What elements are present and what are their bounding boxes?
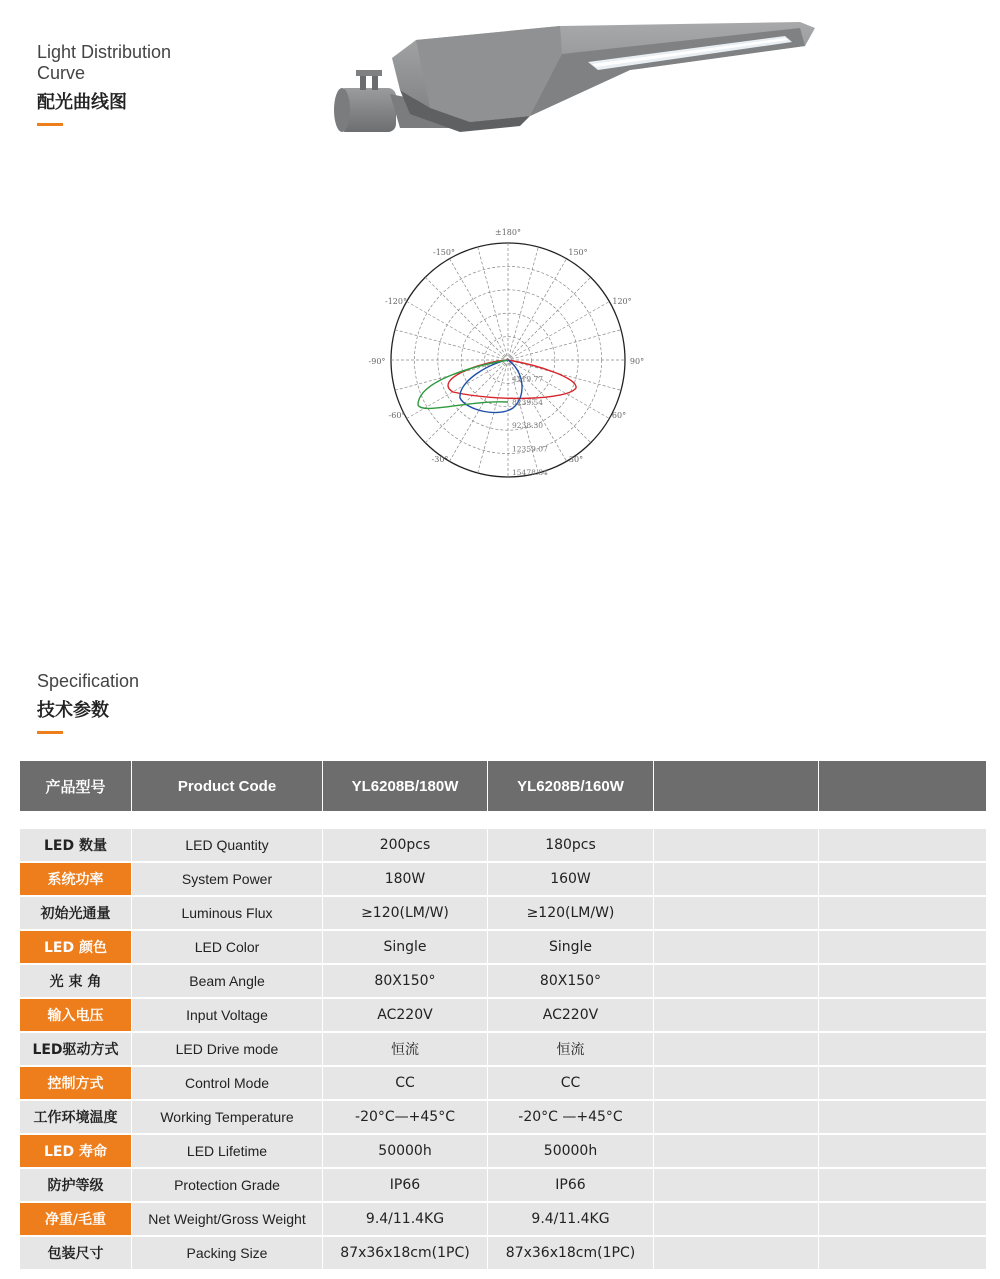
spec-value: 200pcs [323, 829, 488, 863]
spec-value: 9.4/11.4KG [488, 1203, 654, 1237]
angle-label-neg90: -90° [368, 357, 386, 366]
spec-value-empty [654, 1203, 819, 1237]
spec-label-cn: LED 数量 [20, 829, 132, 863]
table-row [20, 897, 986, 931]
spec-label-en: LED Quantity [132, 829, 323, 863]
spec-value-empty [819, 965, 986, 999]
table-row [20, 1237, 986, 1271]
table-row [20, 1169, 986, 1203]
spec-label-cn: 系统功率 [20, 863, 132, 897]
light-distribution-polar-chart [360, 222, 650, 482]
spec-label-en: LED Drive mode [132, 1033, 323, 1067]
table-row [20, 1067, 986, 1101]
spec-value-empty [819, 1169, 986, 1203]
street-lamp-image [330, 18, 820, 138]
spec-title-en: Specification [37, 671, 140, 691]
light-curve-title-cn: 配光曲线图 [37, 92, 127, 113]
header-cell [819, 761, 986, 811]
table-row [20, 863, 986, 897]
spec-header-row [20, 761, 986, 811]
spec-label-en: Working Temperature [132, 1101, 323, 1135]
spec-value: AC220V [488, 999, 654, 1033]
header-cell: YL6208B/180W [323, 761, 488, 811]
light-curve-heading [37, 42, 187, 126]
spec-value-empty [819, 1101, 986, 1135]
spec-value: 50000h [488, 1135, 654, 1169]
spec-label-en: Input Voltage [132, 999, 323, 1033]
spec-value-empty [654, 1237, 819, 1271]
spec-value-empty [654, 897, 819, 931]
spec-label-cn: 输入电压 [20, 999, 132, 1033]
angle-label-neg60: -60° [388, 411, 406, 420]
header-cell: Product Code [132, 761, 323, 811]
light-curve-title-en: Light Distribution Curve [37, 42, 172, 83]
spec-label-cn: 防护等级 [20, 1169, 132, 1203]
spec-value: 恒流 [323, 1033, 488, 1067]
table-row [20, 1033, 986, 1067]
table-row [20, 829, 986, 863]
spec-value: -20°C—+45°C [323, 1101, 488, 1135]
spec-value-empty [819, 863, 986, 897]
spec-value-empty [654, 1169, 819, 1203]
spec-value-empty [654, 863, 819, 897]
spec-value-empty [819, 897, 986, 931]
ring-value-label: 12359.07 [512, 444, 548, 454]
heading-accent-bar [37, 123, 63, 126]
spec-value-empty [654, 1033, 819, 1067]
spec-value: IP66 [323, 1169, 488, 1203]
spec-value: -20°C —+45°C [488, 1101, 654, 1135]
spec-heading [37, 671, 139, 734]
spec-label-en: Protection Grade [132, 1169, 323, 1203]
ring-value-label: 9238.30 [512, 421, 544, 431]
angle-label-60: 60° [611, 411, 627, 420]
spec-label-en: LED Lifetime [132, 1135, 323, 1169]
spec-value-empty [819, 931, 986, 965]
angle-label-120: 120° [612, 297, 632, 306]
header-cell: YL6208B/160W [488, 761, 654, 811]
table-row [20, 1135, 986, 1169]
spec-value-empty [819, 829, 986, 863]
spec-value: 9.4/11.4KG [323, 1203, 488, 1237]
spec-value-empty [654, 999, 819, 1033]
spec-value: IP66 [488, 1169, 654, 1203]
spec-value: Single [488, 931, 654, 965]
angle-label-90: 90° [629, 357, 645, 366]
spec-value: CC [323, 1067, 488, 1101]
spec-value-empty [819, 999, 986, 1033]
spec-value-empty [819, 1067, 986, 1101]
spec-label-en: Packing Size [132, 1237, 323, 1271]
spec-value: 80X150° [323, 965, 488, 999]
ring-value-label: 4119.77 [512, 374, 544, 384]
spec-label-cn: 包装尺寸 [20, 1237, 132, 1271]
polar-curves [418, 360, 576, 413]
spec-value-empty [654, 965, 819, 999]
spec-label-cn: LED 颜色 [20, 931, 132, 965]
angle-label-30: 30° [568, 455, 584, 464]
spec-value-empty [654, 1067, 819, 1101]
spec-value: 180W [323, 863, 488, 897]
header-cell: 产品型号 [20, 761, 132, 811]
spec-label-cn: 工作环境温度 [20, 1101, 132, 1135]
spec-value-empty [654, 931, 819, 965]
spec-value: 87x36x18cm(1PC) [488, 1237, 654, 1271]
spec-label-cn: 控制方式 [20, 1067, 132, 1101]
spec-label-cn: LED驱动方式 [20, 1033, 132, 1067]
spec-value-empty [819, 1135, 986, 1169]
spec-label-en: Luminous Flux [132, 897, 323, 931]
spec-label-en: Beam Angle [132, 965, 323, 999]
spec-label-en: System Power [132, 863, 323, 897]
spec-value-empty [654, 1135, 819, 1169]
spec-label-en: Control Mode [132, 1067, 323, 1101]
spec-label-en: LED Color [132, 931, 323, 965]
angle-label-150: 150° [568, 248, 588, 257]
spec-value-empty [819, 1237, 986, 1271]
spec-value-empty [654, 1101, 819, 1135]
table-row [20, 931, 986, 965]
table-row [20, 965, 986, 999]
table-row [20, 1203, 986, 1237]
ring-value-label: 8239.54 [512, 397, 544, 407]
spec-value: 恒流 [488, 1033, 654, 1067]
angle-label-neg150: -150° [433, 248, 455, 257]
table-row [20, 1101, 986, 1135]
spec-table [20, 761, 986, 1271]
spec-value: CC [488, 1067, 654, 1101]
spec-label-cn: 净重/毛重 [20, 1203, 132, 1237]
heading-accent-bar [37, 731, 63, 734]
spec-value: 87x36x18cm(1PC) [323, 1237, 488, 1271]
spec-value-empty [819, 1203, 986, 1237]
spec-value: 80X150° [488, 965, 654, 999]
angle-label-neg30: -30° [431, 455, 449, 464]
spec-label-cn: LED 寿命 [20, 1135, 132, 1169]
spec-value: 180pcs [488, 829, 654, 863]
header-cell [654, 761, 819, 811]
spec-value-empty [654, 829, 819, 863]
spec-title-cn: 技术参数 [37, 700, 109, 721]
spec-label-cn: 光 束 角 [20, 965, 132, 999]
angle-label-180: ±180° [495, 228, 521, 237]
spec-label-en: Net Weight/Gross Weight [132, 1203, 323, 1237]
spec-value: ≥120(LM/W) [488, 897, 654, 931]
spec-value: ≥120(LM/W) [323, 897, 488, 931]
table-row [20, 999, 986, 1033]
ring-value-label: 15478.84 [512, 468, 548, 477]
spec-value: 160W [488, 863, 654, 897]
spec-value: Single [323, 931, 488, 965]
spec-value: AC220V [323, 999, 488, 1033]
angle-label-neg120: -120° [385, 297, 407, 306]
spec-value-empty [819, 1033, 986, 1067]
spec-value: 50000h [323, 1135, 488, 1169]
spec-label-cn: 初始光通量 [20, 897, 132, 931]
